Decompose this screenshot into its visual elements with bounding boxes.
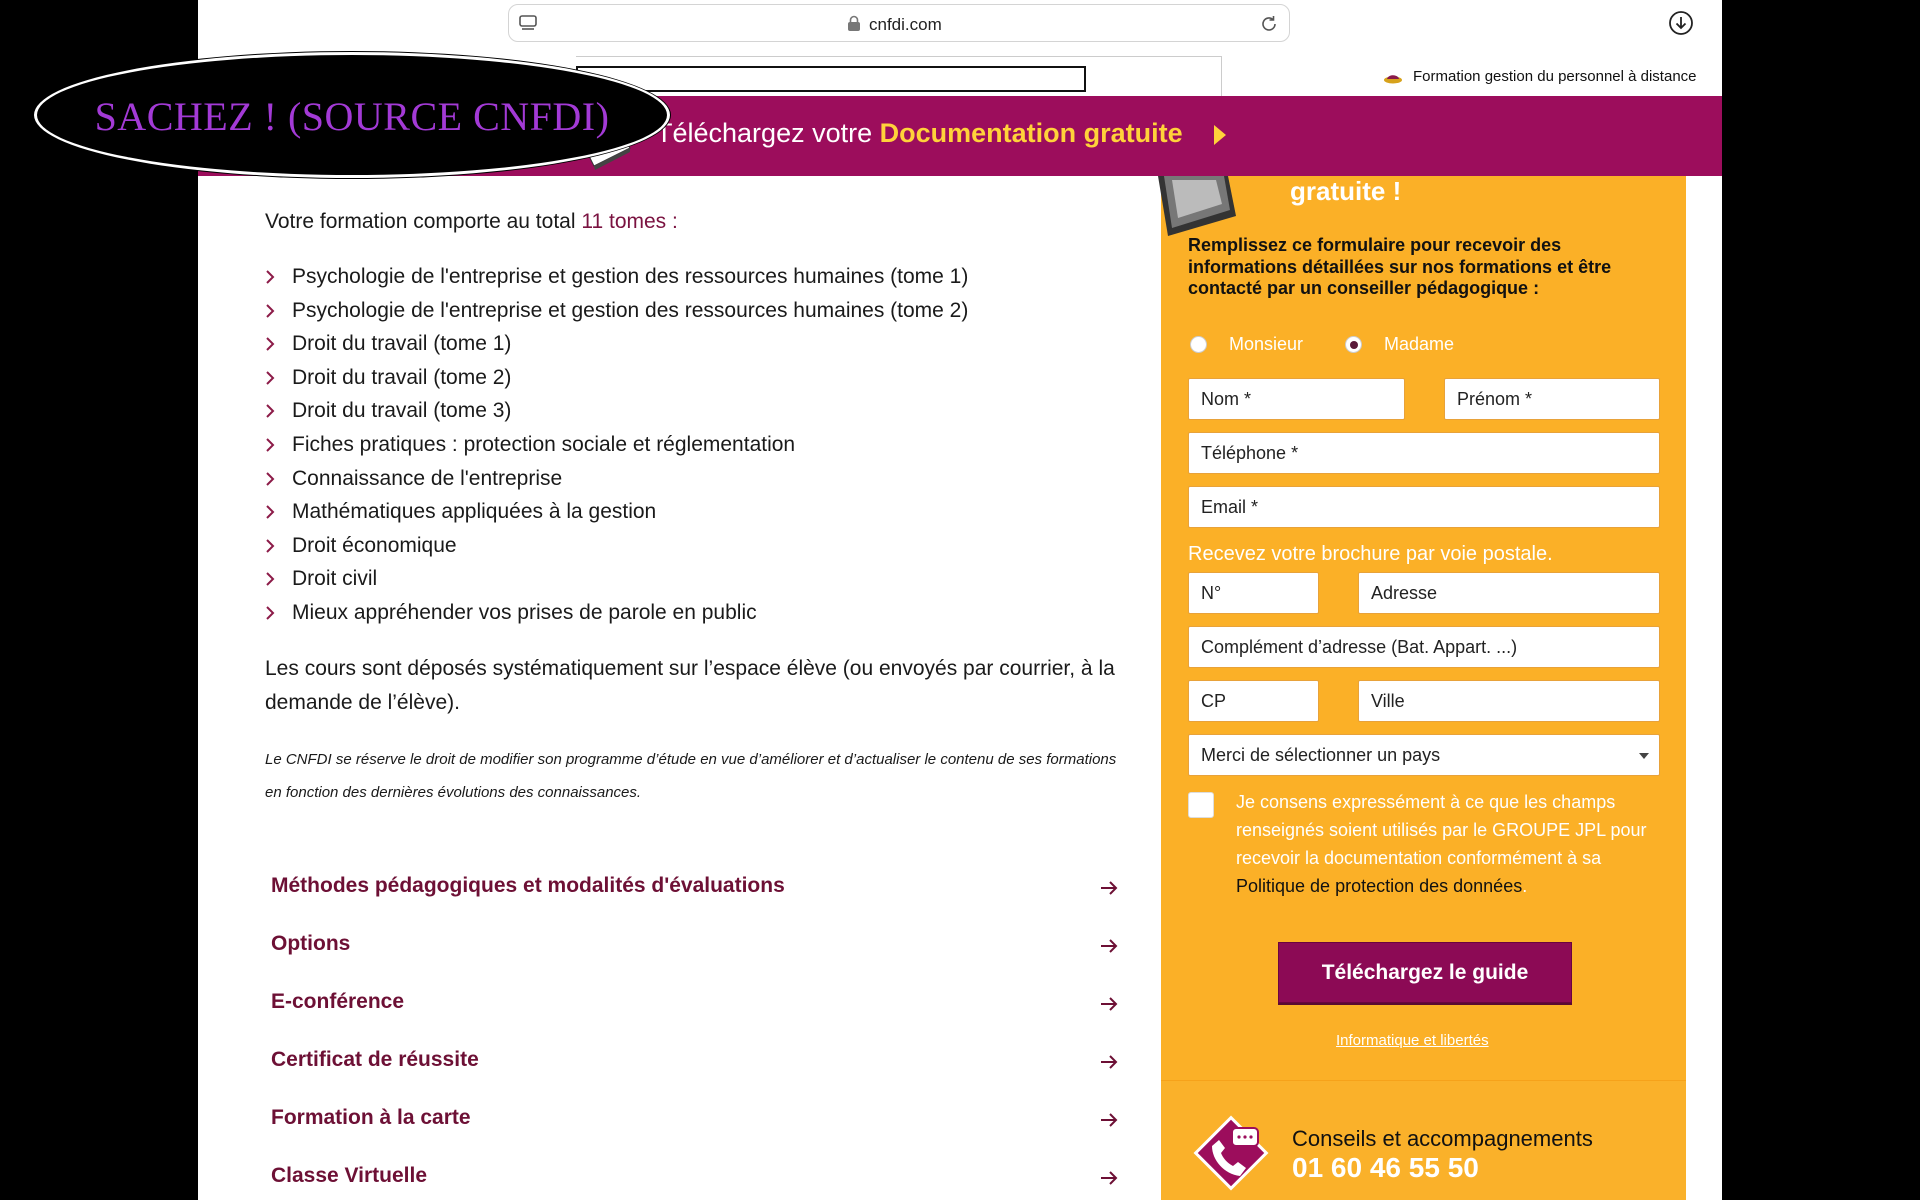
arrow-right-icon[interactable] (1100, 1054, 1118, 1070)
consent-text (1236, 788, 1666, 900)
accordion-item[interactable] (271, 986, 1118, 1026)
tome-label: Mieux appréhender vos prises de parole en public (292, 600, 757, 624)
graduation-hat-icon (1383, 70, 1403, 84)
tome-item (265, 363, 968, 397)
consent-end: . (1522, 876, 1528, 896)
accordion-label[interactable]: Classe Virtuelle (271, 1164, 428, 1187)
radio-madame-dot[interactable] (1345, 336, 1362, 353)
accordion-label[interactable]: Formation à la carte (271, 1106, 471, 1129)
tome-item (265, 464, 968, 498)
tome-label: Droit du travail (tome 1) (292, 332, 512, 356)
help-label: Conseils et accompagnements (1292, 1126, 1593, 1151)
chevron-right-icon (265, 605, 275, 621)
nom-field[interactable]: Nom * (1188, 378, 1405, 420)
tome-label: Psychologie de l'entreprise et gestion des ressources humaines (tome 1) (292, 265, 969, 288)
intro-prefix: Votre formation comporte au total (265, 210, 582, 233)
radio-madame-label: Madame (1384, 334, 1455, 354)
email-field[interactable]: Email * (1188, 486, 1660, 528)
tome-label: Droit économique (292, 533, 457, 557)
accordion-item[interactable] (271, 870, 1118, 910)
chevron-right-icon (265, 538, 275, 554)
lock-icon (847, 15, 861, 32)
download-guide-button[interactable]: Téléchargez le guide (1278, 942, 1572, 1003)
tome-label: Droit civil (292, 567, 378, 591)
telephone-field[interactable]: Téléphone * (1188, 432, 1660, 474)
tome-item (265, 497, 968, 531)
url-text[interactable]: cnfdi.com (869, 15, 942, 34)
disclaimer-note: Le CNFDI se réserve le droit de modifier son programme d’étude en vue d’améliorer et d’actualiser le contenu de ses formations en fonction des dernières évolutions des connaissances. (265, 751, 1117, 801)
chevron-right-icon (265, 571, 275, 587)
chevron-right-icon (265, 403, 275, 419)
radio-madame[interactable] (1345, 334, 1454, 355)
phone-chat-icon (1188, 1110, 1274, 1196)
informatique-libertes-link[interactable]: Informatique et libertés (1336, 1032, 1489, 1049)
tome-label: Mathématiques appliquées à la gestion (292, 500, 657, 524)
annotation-oval (34, 52, 670, 178)
accordion-item[interactable] (271, 928, 1118, 968)
consent-body: Je consens expressément à ce que les champs renseignés soient utilisés par le GROUPE JPL pour recevoir la documentation conformément à sa (1236, 792, 1647, 868)
reload-icon[interactable] (1259, 14, 1279, 34)
accordion-item[interactable] (271, 1160, 1118, 1200)
complement-field[interactable]: Complément d’adresse (Bat. Appart. ...) (1188, 626, 1660, 668)
web-page (198, 0, 1722, 1200)
play-arrow-icon (1213, 124, 1227, 146)
tome-item (265, 262, 968, 296)
arrow-right-icon[interactable] (1100, 996, 1118, 1012)
help-phone-number[interactable]: 01 60 46 55 50 (1292, 1152, 1479, 1183)
chevron-right-icon (265, 303, 275, 319)
top-formation-link[interactable] (1383, 68, 1697, 85)
chevron-right-icon (265, 471, 275, 487)
annotation-text: SACHEZ ! (SOURCE CNFDI) (94, 94, 610, 139)
numero-field[interactable]: N° (1188, 572, 1319, 614)
tome-label: Connaissance de l'entreprise (292, 466, 563, 490)
accordion-label[interactable]: Méthodes pédagogiques et modalités d'évaluations (271, 874, 785, 897)
tome-item (265, 531, 968, 565)
form-title: gratuite ! (1290, 176, 1402, 206)
intro-accent: 11 tomes : (581, 210, 678, 233)
tome-item (265, 564, 968, 598)
arrow-right-icon[interactable] (1100, 938, 1118, 954)
top-link-label: Formation gestion du personnel à distance (1413, 68, 1697, 85)
banner-highlight: Documentation gratuite (879, 118, 1183, 148)
radio-monsieur-label: Monsieur (1229, 334, 1304, 354)
tome-item (265, 329, 968, 363)
arrow-right-icon[interactable] (1100, 1112, 1118, 1128)
chevron-down-icon (1639, 753, 1649, 759)
tome-label: Droit du travail (tome 2) (292, 365, 512, 389)
tome-item (265, 296, 968, 330)
tome-item (265, 598, 968, 632)
cp-field[interactable]: CP (1188, 680, 1319, 722)
pays-select[interactable] (1188, 734, 1660, 776)
tome-label: Fiches pratiques : protection sociale et réglementation (292, 432, 796, 456)
guide-cover-icon (1150, 176, 1290, 236)
tome-item (265, 396, 968, 430)
privacy-policy-link[interactable]: Politique de protection des données (1236, 876, 1523, 896)
chevron-right-icon (265, 336, 275, 352)
tab-overview-icon[interactable] (519, 15, 537, 31)
radio-monsieur[interactable] (1190, 334, 1303, 355)
address-bar[interactable] (508, 4, 1290, 42)
tome-label: Psychologie de l'entreprise et gestion des ressources humaines (tome 2) (292, 298, 969, 322)
ville-field[interactable]: Ville (1358, 680, 1660, 722)
accordion-label[interactable]: Options (271, 932, 351, 955)
accordion-item[interactable] (271, 1102, 1118, 1142)
pays-select-value: Merci de sélectionner un pays (1201, 745, 1441, 765)
downloads-icon[interactable] (1668, 10, 1694, 36)
chevron-right-icon (265, 437, 275, 453)
tome-label: Droit du travail (tome 3) (292, 399, 512, 423)
delivery-paragraph: Les cours sont déposés systématiquement sur l’espace élève (ou envoyés par courrier, à la demande de l’élève). (265, 657, 1115, 714)
header-search-field[interactable] (576, 66, 1086, 92)
arrow-right-icon[interactable] (1100, 880, 1118, 896)
accordion-label[interactable]: Certificat de réussite (271, 1048, 479, 1071)
tomes-list (265, 262, 968, 632)
radio-monsieur-dot[interactable] (1190, 336, 1207, 353)
form-intro: Remplissez ce formulaire pour recevoir des informations détaillées sur nos formations et être contacté par un conseiller pédagogique : (1188, 235, 1612, 298)
chevron-right-icon (265, 269, 275, 285)
accordion-label[interactable]: E-conférence (271, 990, 405, 1013)
accordion-item[interactable] (271, 1044, 1118, 1084)
prenom-field[interactable]: Prénom * (1444, 378, 1660, 420)
tome-item (265, 430, 968, 464)
consent-checkbox[interactable] (1188, 792, 1214, 818)
adresse-field[interactable]: Adresse (1358, 572, 1660, 614)
tomes-intro (265, 210, 678, 234)
chevron-right-icon (265, 370, 275, 386)
banner-text[interactable] (656, 118, 1183, 149)
banner-prefix: Téléchargez votre (656, 118, 880, 148)
postal-heading: Recevez votre brochure par voie postale. (1188, 543, 1553, 565)
arrow-right-icon[interactable] (1100, 1170, 1118, 1186)
chevron-right-icon (265, 504, 275, 520)
